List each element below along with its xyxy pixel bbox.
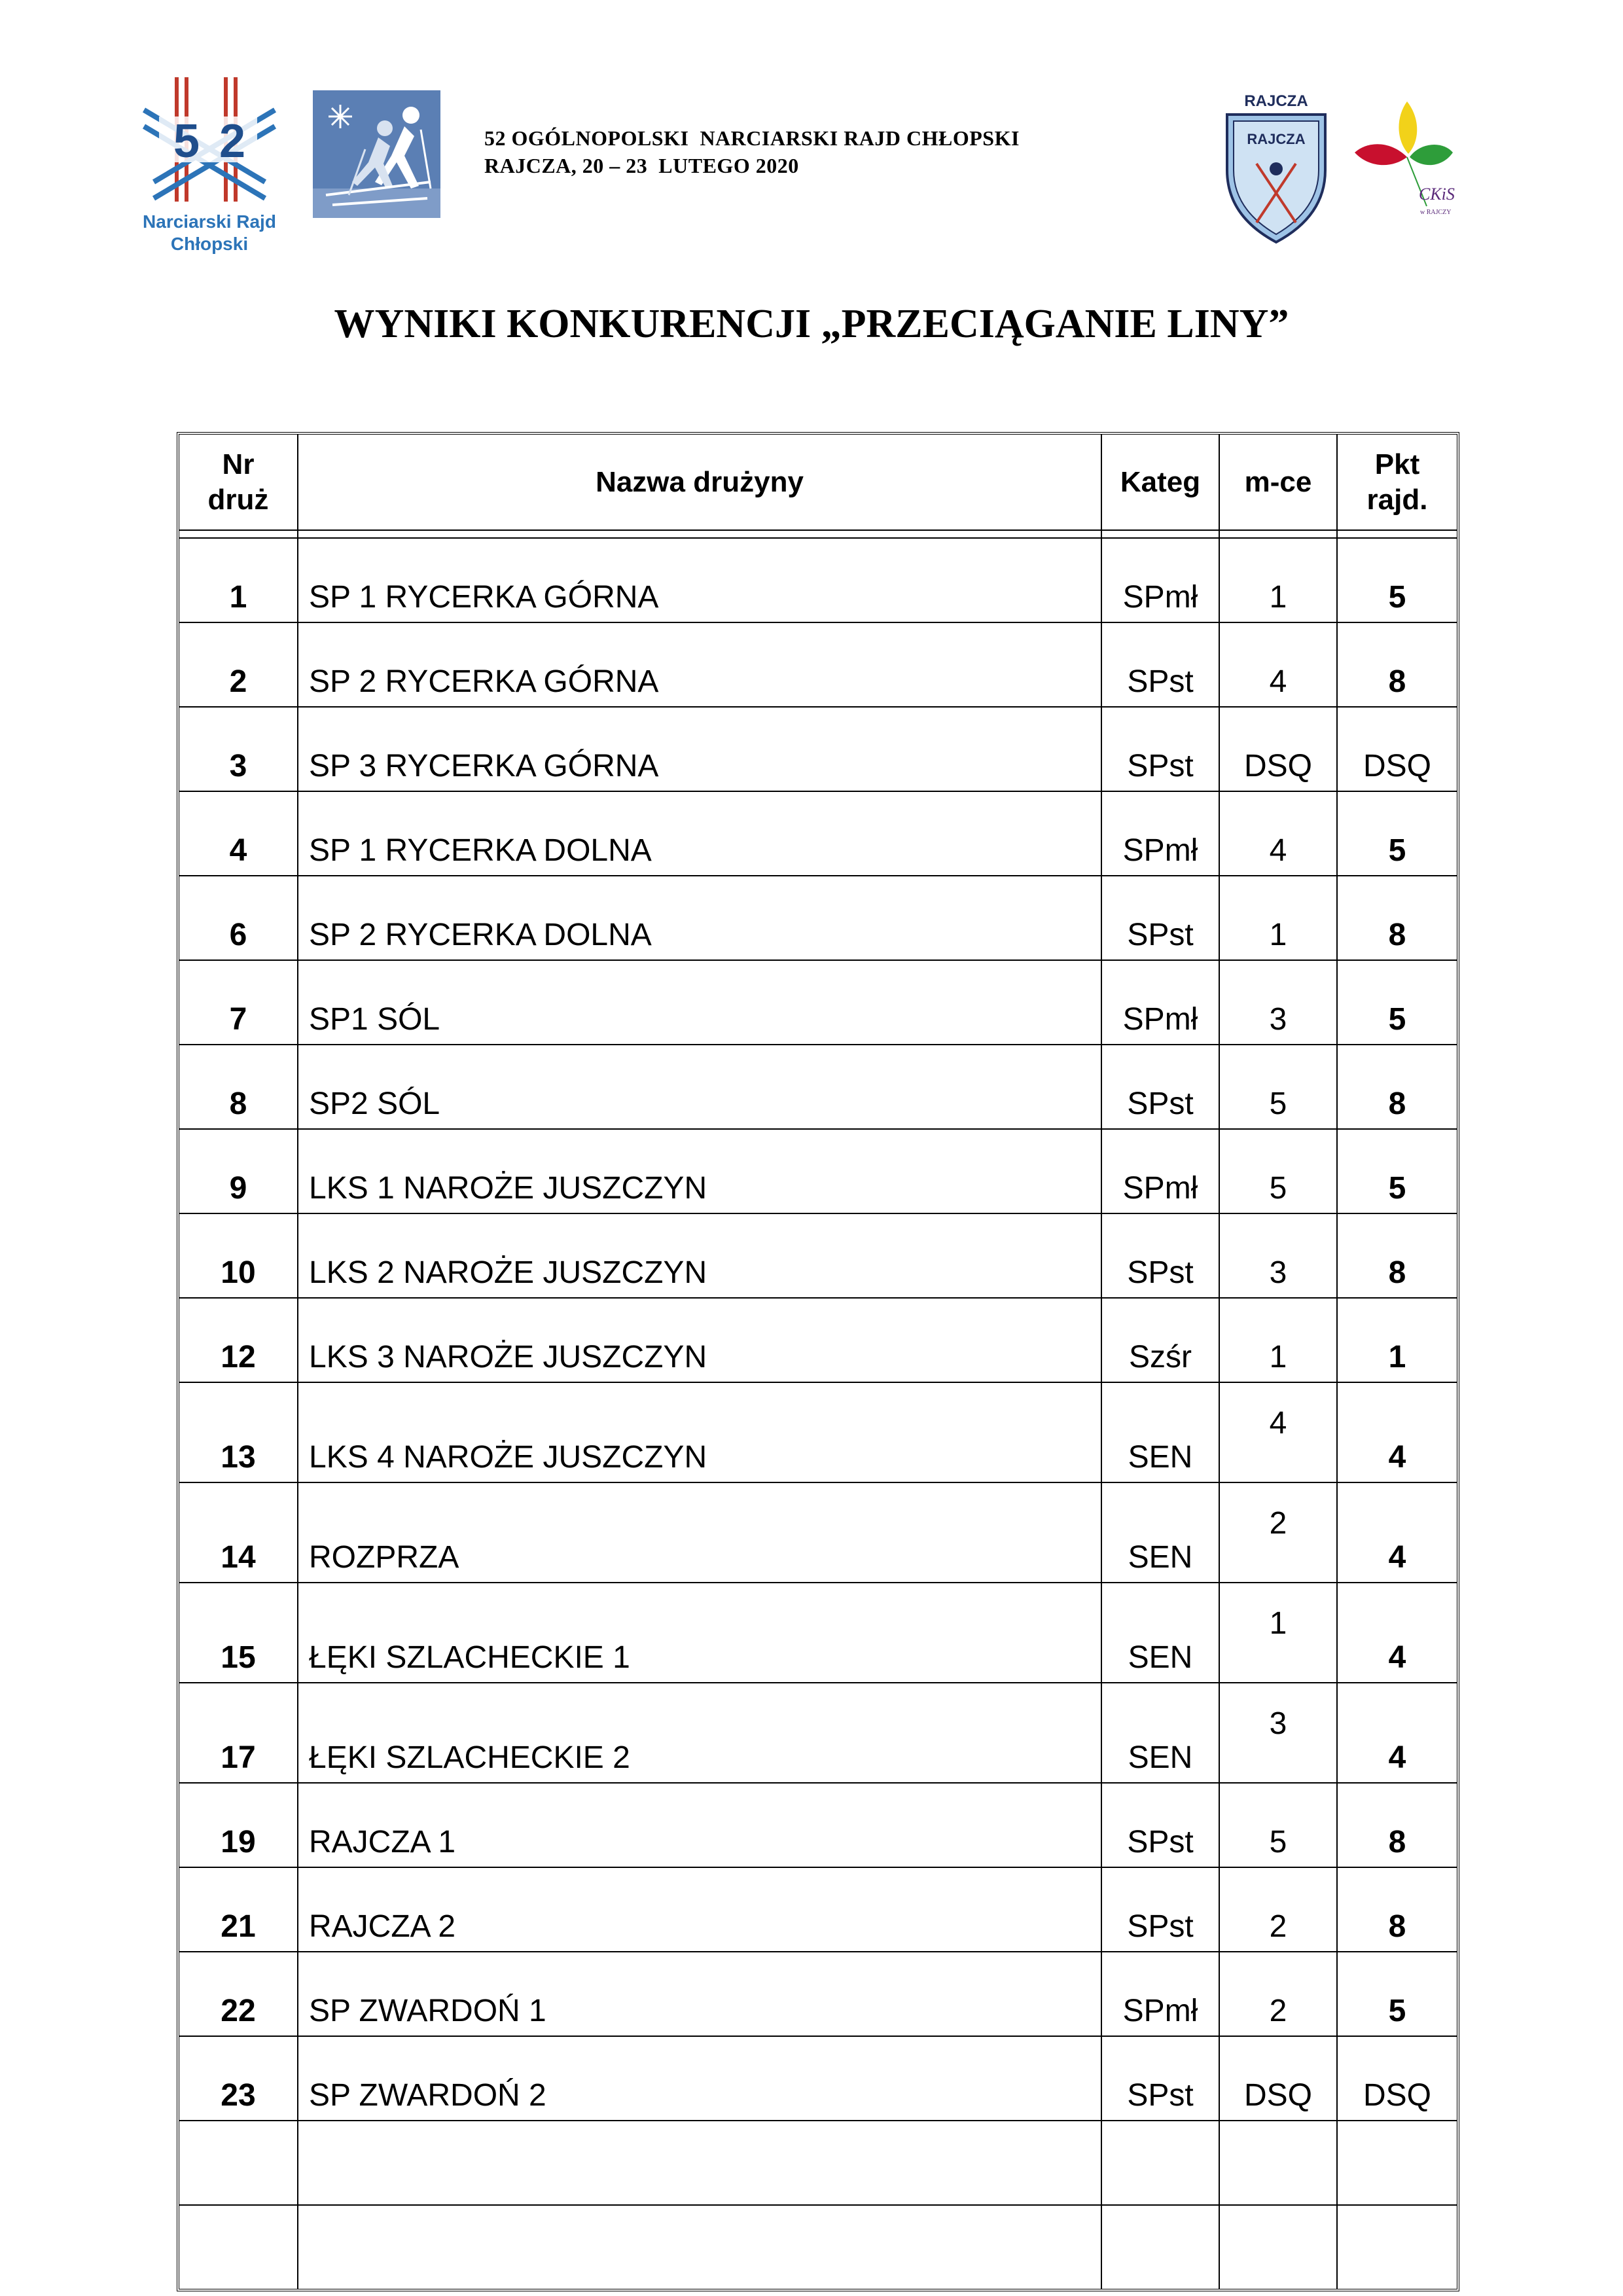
team-category: SEN: [1102, 1483, 1220, 1583]
team-name: SP2 SÓL: [298, 1045, 1102, 1130]
team-number: 21: [179, 1868, 298, 1952]
table-row: [179, 1683, 1457, 1784]
team-number: 12: [179, 1299, 298, 1383]
team-points: 5: [1338, 792, 1457, 876]
team-name: LKS 2 NAROŻE JUSZCZYN: [298, 1214, 1102, 1299]
rajd-logo-digit-left: 5: [173, 115, 200, 168]
team-points: 5: [1338, 1952, 1457, 2037]
table-row: [179, 1784, 1457, 1868]
team-category: SPmł: [1102, 1130, 1220, 1214]
team-place: 3: [1220, 1683, 1338, 1784]
header-points: Pkt rajd.: [1338, 435, 1457, 531]
team-place: 4: [1220, 623, 1338, 708]
team-number: 14: [179, 1483, 298, 1583]
team-number: 19: [179, 1784, 298, 1868]
header-category: Kateg: [1102, 435, 1220, 531]
team-name: SP ZWARDOŃ 1: [298, 1952, 1102, 2037]
event-place-date: RAJCZA, 20 – 23 LUTEGO 2020: [484, 154, 799, 177]
team-place: 4: [1220, 1383, 1338, 1483]
team-points: 8: [1338, 1214, 1457, 1299]
team-points: DSQ: [1338, 2037, 1457, 2121]
team-category: SPst: [1102, 2037, 1220, 2121]
table-row: [179, 539, 1457, 623]
team-name: SP 3 RYCERKA GÓRNA: [298, 708, 1102, 792]
team-category: SPmł: [1102, 1952, 1220, 2037]
team-place: 1: [1220, 1299, 1338, 1383]
team-category: SPmł: [1102, 539, 1220, 623]
event-name: 52 OGÓLNOPOLSKI NARCIARSKI RAJD CHŁOPSKI: [484, 126, 1020, 150]
team-number: 1: [179, 539, 298, 623]
table-row-empty: [179, 2121, 1457, 2206]
ckis-logo-subtext: w RAJCZY: [1420, 209, 1452, 216]
header-place: m-ce: [1220, 435, 1338, 531]
team-category: SPst: [1102, 1784, 1220, 1868]
team-points: DSQ: [1338, 708, 1457, 792]
team-number: 23: [179, 2037, 298, 2121]
team-category: SEN: [1102, 1683, 1220, 1784]
team-place: 2: [1220, 1952, 1338, 2037]
team-place: 5: [1220, 1130, 1338, 1214]
skier-icon: [313, 90, 440, 218]
team-name: [298, 2121, 1102, 2206]
team-number: [179, 2206, 298, 2289]
team-place: [1220, 2121, 1338, 2206]
team-name: LKS 4 NAROŻE JUSZCZYN: [298, 1383, 1102, 1483]
page-title: WYNIKI KONKURENCJI „PRZECIĄGANIE LINY”: [334, 302, 1289, 346]
team-place: 3: [1220, 961, 1338, 1045]
rajcza-logo-top-text: RAJCZA: [1244, 92, 1308, 110]
rajd-logo-digit-right: 2: [219, 115, 246, 168]
rajd-logo-caption-2: Chłopski: [170, 234, 249, 254]
table-row: [179, 2037, 1457, 2121]
team-points: [1338, 2121, 1457, 2206]
table-row: [179, 623, 1457, 708]
team-number: 15: [179, 1583, 298, 1683]
team-place: DSQ: [1220, 2037, 1338, 2121]
ckis-logo-text: CKiS: [1419, 185, 1455, 204]
team-name: ROZPRZA: [298, 1483, 1102, 1583]
table-row: [179, 1045, 1457, 1130]
narciarski-rajd-logo: [128, 71, 291, 260]
team-name: [298, 2206, 1102, 2289]
table-row: [179, 1130, 1457, 1214]
team-category: SPst: [1102, 876, 1220, 961]
team-number: 8: [179, 1045, 298, 1130]
team-place: 2: [1220, 1868, 1338, 1952]
team-category: SPmł: [1102, 961, 1220, 1045]
table-row: [179, 876, 1457, 961]
team-number: 17: [179, 1683, 298, 1784]
team-category: SPmł: [1102, 792, 1220, 876]
team-name: RAJCZA 2: [298, 1868, 1102, 1952]
team-name: SP 1 RYCERKA GÓRNA: [298, 539, 1102, 623]
team-points: 5: [1338, 539, 1457, 623]
table-row: [179, 1952, 1457, 2037]
team-number: 6: [179, 876, 298, 961]
team-category: SEN: [1102, 1383, 1220, 1483]
table-row: [179, 1483, 1457, 1583]
team-name: SP 2 RYCERKA DOLNA: [298, 876, 1102, 961]
rajd-logo-caption-1: Narciarski Rajd: [143, 211, 276, 232]
team-category: [1102, 2206, 1220, 2289]
team-category: SPst: [1102, 708, 1220, 792]
team-name: SP ZWARDOŃ 2: [298, 2037, 1102, 2121]
team-number: 4: [179, 792, 298, 876]
team-name: SP1 SÓL: [298, 961, 1102, 1045]
team-points: 4: [1338, 1683, 1457, 1784]
team-place: 1: [1220, 1583, 1338, 1683]
team-points: 4: [1338, 1383, 1457, 1483]
team-place: 3: [1220, 1214, 1338, 1299]
table-row: [179, 792, 1457, 876]
team-category: SEN: [1102, 1583, 1220, 1683]
team-place: 1: [1220, 539, 1338, 623]
team-name: RAJCZA 1: [298, 1784, 1102, 1868]
team-number: 2: [179, 623, 298, 708]
team-category: SPst: [1102, 1214, 1220, 1299]
team-points: 5: [1338, 961, 1457, 1045]
team-number: [179, 2121, 298, 2206]
team-place: 5: [1220, 1045, 1338, 1130]
team-points: [1338, 2206, 1457, 2289]
team-place: 2: [1220, 1483, 1338, 1583]
rajcza-coat-of-arms: [1217, 92, 1335, 245]
team-category: SPst: [1102, 623, 1220, 708]
team-name: ŁĘKI SZLACHECKIE 1: [298, 1583, 1102, 1683]
team-points: 4: [1338, 1483, 1457, 1583]
team-number: 13: [179, 1383, 298, 1483]
header-team-number: Nr druż: [179, 435, 298, 531]
team-number: 22: [179, 1952, 298, 2037]
rajcza-logo-shield-text: RAJCZA: [1247, 131, 1306, 147]
team-number: 3: [179, 708, 298, 792]
team-place: 1: [1220, 876, 1338, 961]
team-points: 5: [1338, 1130, 1457, 1214]
team-points: 4: [1338, 1583, 1457, 1683]
team-category: Szśr: [1102, 1299, 1220, 1383]
team-name: LKS 3 NAROŻE JUSZCZYN: [298, 1299, 1102, 1383]
event-header: [484, 124, 1020, 179]
team-name: ŁĘKI SZLACHECKIE 2: [298, 1683, 1102, 1784]
table-row: [179, 1583, 1457, 1683]
team-place: DSQ: [1220, 708, 1338, 792]
team-points: 1: [1338, 1299, 1457, 1383]
results-table: [177, 432, 1459, 2291]
team-points: 8: [1338, 623, 1457, 708]
table-row: [179, 1383, 1457, 1483]
team-number: 7: [179, 961, 298, 1045]
table-row: [179, 1868, 1457, 1952]
table-header-spacer: [179, 531, 1457, 539]
ckis-logo: [1355, 101, 1463, 223]
table-row: [179, 708, 1457, 792]
team-name: SP 2 RYCERKA GÓRNA: [298, 623, 1102, 708]
team-place: [1220, 2206, 1338, 2289]
team-points: 8: [1338, 1784, 1457, 1868]
team-points: 8: [1338, 876, 1457, 961]
team-place: 5: [1220, 1784, 1338, 1868]
team-number: 10: [179, 1214, 298, 1299]
team-place: 4: [1220, 792, 1338, 876]
table-row: [179, 1214, 1457, 1299]
team-category: SPst: [1102, 1045, 1220, 1130]
team-number: 9: [179, 1130, 298, 1214]
team-points: 8: [1338, 1868, 1457, 1952]
team-category: SPst: [1102, 1868, 1220, 1952]
team-name: LKS 1 NAROŻE JUSZCZYN: [298, 1130, 1102, 1214]
table-row: [179, 1299, 1457, 1383]
team-points: 8: [1338, 1045, 1457, 1130]
table-row: [179, 961, 1457, 1045]
header-team-name: Nazwa drużyny: [298, 435, 1102, 531]
team-name: SP 1 RYCERKA DOLNA: [298, 792, 1102, 876]
team-category: [1102, 2121, 1220, 2206]
table-header-row: [179, 435, 1457, 531]
table-row-empty: [179, 2206, 1457, 2289]
